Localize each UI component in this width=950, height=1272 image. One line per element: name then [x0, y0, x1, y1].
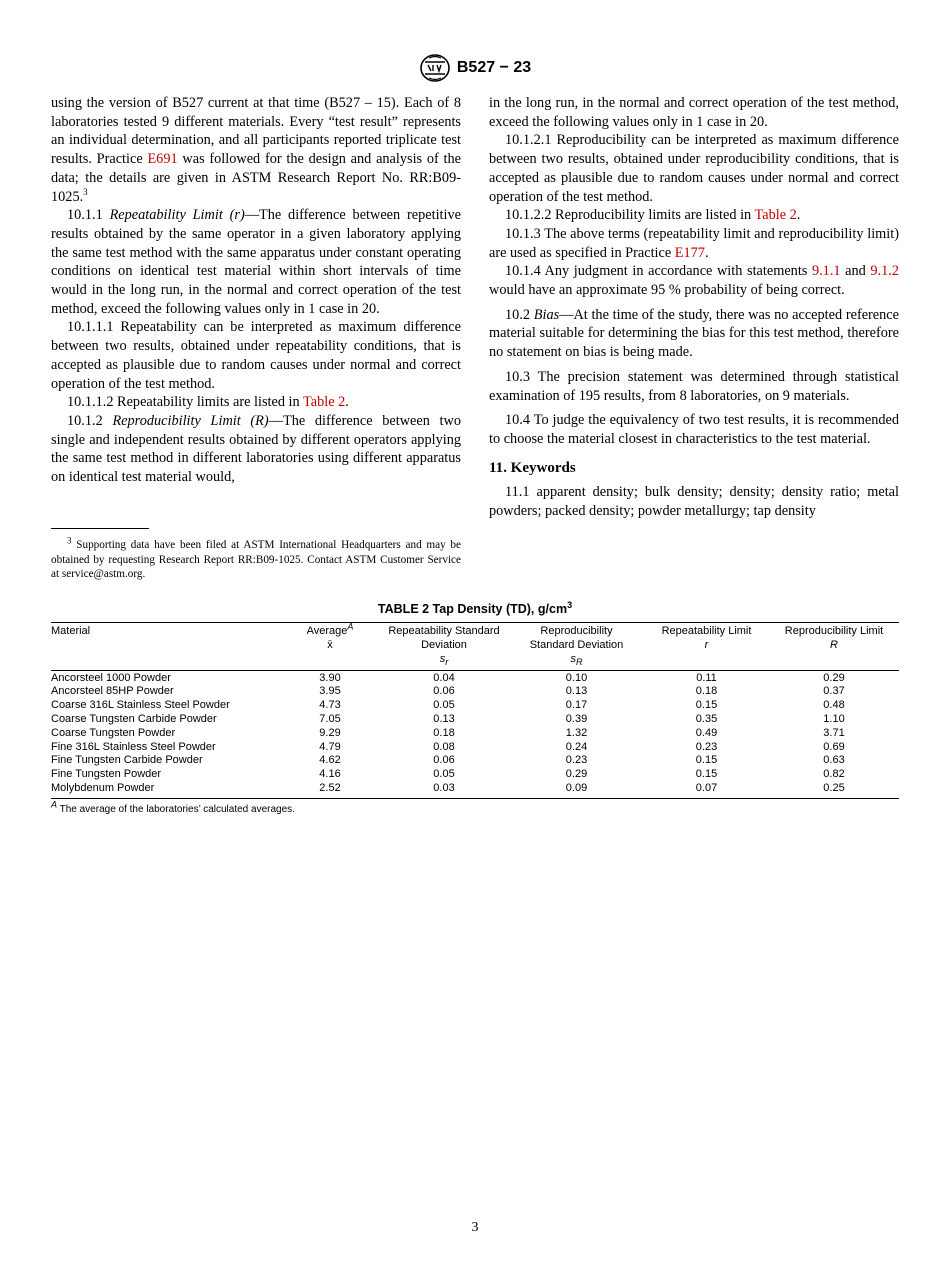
section-number: 10.1.1 — [67, 207, 110, 224]
value-cell: 0.37 — [823, 685, 845, 698]
value-cell: 0.05 — [433, 699, 455, 712]
table-row — [51, 782, 899, 798]
table-row — [51, 741, 899, 755]
material-cell: Fine Tungsten Carbide Powder — [51, 754, 203, 767]
header-reproducibility-sd: Reproducibility — [509, 623, 644, 639]
value-cell: 4.73 — [319, 699, 341, 712]
page-header — [0, 53, 950, 83]
value-cell: 0.15 — [695, 768, 718, 781]
value-cell: 0.25 — [769, 782, 899, 798]
value-cell: 0.07 — [644, 782, 769, 798]
table-row — [51, 768, 899, 782]
table-row — [51, 713, 899, 727]
table-header-row — [51, 639, 899, 653]
value-cell: 0.13 — [565, 685, 588, 698]
continuation-paragraph: in the long run, in the normal and correct operation of the test method, exceed the following values only in 1 case in 20. — [489, 95, 899, 130]
document-designation: B527 − 23 — [456, 59, 532, 76]
intro-text-rest: was followed for the design and analysis of the data; the details are given in ASTM Research Report No. RR:B09-1025. — [51, 151, 462, 205]
value-cell: 0.05 — [433, 768, 455, 781]
section-text: —The difference between repetitive results obtained by the same operator in a given laboratory applying the same test method with the same apparatus under constant operating conditions on identical test material within short intervals of time would in the long run, in the normal and correct operation of the test method, exceed the following values only in 1 case in 20. — [51, 207, 461, 317]
header-blank — [769, 653, 899, 670]
header-blank — [51, 653, 281, 670]
value-cell: 3.71 — [823, 726, 845, 739]
material-cell: Molybdenum Powder — [51, 782, 281, 798]
section-10-1-1-1: 10.1.1.1 Repeatability can be interpreted as maximum difference between two results, obtained under repeatability conditions, that is accepted as plausible due to random causes under normal and correct operation of the test method. — [51, 319, 461, 392]
header-average — [281, 623, 379, 639]
material-cell: Ancorsteel 85HP Powder — [51, 685, 174, 698]
material-cell: Coarse Tungsten Powder — [51, 726, 176, 739]
footnote-marker: 3 — [67, 535, 72, 546]
value-cell: 0.09 — [509, 782, 644, 798]
link-e691[interactable]: E691 — [147, 151, 178, 168]
value-cell: 0.04 — [433, 671, 455, 684]
table-footnote-text: The average of the laboratories’ calculated averages. — [57, 803, 295, 815]
value-cell: 4.79 — [319, 740, 341, 753]
header-blank — [281, 653, 379, 670]
value-cell: 0.06 — [433, 685, 455, 698]
symbol-sub-r: r — [445, 656, 449, 667]
value-cell: 0.39 — [565, 712, 588, 725]
value-cell: 0.29 — [823, 671, 845, 684]
footnote-text: Supporting data have been filed at ASTM International Headquarters and may be obtained by requesting Research Report RR:B09-1025. Contact ASTM Customer Service at service@astm.org. — [51, 539, 461, 581]
value-cell: 0.23 — [565, 754, 588, 767]
table-title-sup: 3 — [567, 599, 573, 610]
value-cell: 0.18 — [433, 726, 455, 739]
header-blank — [51, 639, 281, 653]
footnote-3 — [51, 535, 461, 582]
value-cell: 0.06 — [433, 754, 455, 767]
material-cell: Ancorsteel 1000 Powder — [51, 671, 171, 684]
tap-density-table — [51, 622, 899, 799]
value-cell: 0.18 — [695, 685, 718, 698]
symbol-sub-R: R — [575, 656, 583, 667]
symbol-s: s — [570, 652, 576, 665]
header-average-symbol: x̄ — [327, 638, 333, 651]
value-cell: 3.95 — [319, 685, 341, 698]
section-text: 10.1.2.2 Reproducibility limits are listed in — [505, 207, 755, 224]
link-9-1-1[interactable]: 9.1.1 — [811, 263, 841, 280]
page-number: 3 — [471, 1220, 479, 1235]
footnote-ref-3[interactable]: 3 — [83, 186, 88, 197]
value-cell: 0.82 — [823, 768, 845, 781]
header-blank — [644, 653, 769, 670]
value-cell: 0.03 — [379, 782, 509, 798]
section-10-4: 10.4 To judge the equivalency of two test results, it is recommended to choose the material closest in characteristics to the test material. — [489, 412, 899, 447]
header-repeatability-sd-symbol — [379, 653, 509, 670]
section-10-1-2-2: 10.1.2.2 Reproducibility limits are listed in Table 2. — [505, 207, 801, 224]
material-cell: Fine Tungsten Powder — [51, 768, 162, 781]
value-cell: 1.10 — [823, 712, 845, 725]
value-cell: 0.15 — [695, 754, 718, 767]
table-row — [51, 670, 899, 685]
table-footnote-marker: A — [51, 799, 58, 810]
section-10-1-4 — [489, 262, 899, 299]
section-10-2 — [489, 306, 899, 362]
link-e177[interactable]: E177 — [674, 244, 705, 261]
section-text: 10.1.3 The above terms (repeatability limit and reproducibility limit) are used as specified in Practice — [489, 225, 899, 261]
value-cell: 0.69 — [823, 740, 845, 753]
value-cell: 2.52 — [281, 782, 379, 798]
table-title-text: TABLE 2 Tap Density (TD), g/cm — [377, 602, 568, 616]
value-cell: 0.17 — [565, 699, 588, 712]
value-cell: 0.11 — [696, 671, 717, 684]
value-cell: 1.32 — [565, 726, 588, 739]
value-cell: 0.23 — [695, 740, 718, 753]
value-cell: 4.16 — [319, 768, 341, 781]
material-cell: Coarse 316L Stainless Steel Powder — [51, 699, 230, 712]
header-repeatability-limit-symbol: r — [704, 638, 709, 651]
header-reproducibility-limit-symbol: R — [830, 638, 838, 651]
table-row — [51, 699, 899, 713]
section-text: would have an approximate 95 % probability of being correct. — [489, 282, 845, 299]
left-column — [51, 94, 461, 487]
value-cell: 7.05 — [319, 712, 341, 725]
value-cell: 0.13 — [433, 712, 455, 725]
section-10-1-3: 10.1.3 The above terms (repeatability limit and reproducibility limit) are used as specified in Practice E177. — [489, 225, 899, 261]
value-cell: 3.90 — [319, 671, 341, 684]
astm-logo-icon — [419, 53, 451, 83]
section-text: 10.1.4 Any judgment in accordance with statements — [505, 263, 812, 280]
header-repeatability-sd: Repeatability Standard — [379, 623, 509, 639]
header-repeatability-sd-line2: Deviation — [421, 638, 467, 651]
link-table-2[interactable]: Table 2 — [754, 207, 797, 224]
value-cell: 0.10 — [565, 671, 588, 684]
section-text: —The difference between two single and independent results obtained by different operators applying the same test method in different laboratories using different apparatus on identical test material would, — [51, 412, 461, 486]
value-cell: 0.63 — [823, 754, 845, 767]
section-text: and — [840, 263, 871, 280]
value-cell: 0.24 — [565, 740, 588, 753]
section-text: —At the time of the study, there was no accepted reference material suitable for determining the bias for this test method, therefore no statement on bias is being made. — [489, 306, 899, 361]
section-10-3: 10.3 The precision statement was determined through statistical examination of 195 results, from 8 laboratories, on 9 materials. — [489, 368, 899, 404]
header-average-sup: A — [347, 621, 354, 632]
value-cell: 0.48 — [823, 699, 845, 712]
value-cell: 0.29 — [565, 768, 588, 781]
section-10-1-2-1: 10.1.2.1 Reproducibility can be interpreted as maximum difference between two results, obtained under reproducibility conditions, that is accepted as plausible due to random causes under normal and correct operation of the test method. — [489, 132, 899, 205]
value-cell: 0.49 — [695, 726, 718, 739]
section-10-1-1 — [51, 206, 461, 318]
table-row — [51, 685, 899, 699]
table-body — [51, 670, 899, 798]
intro-paragraph — [51, 94, 461, 206]
section-11-heading: 11. Keywords — [489, 459, 576, 476]
table-footnote — [51, 799, 899, 815]
value-cell: 9.29 — [319, 726, 341, 739]
value-cell: 0.15 — [695, 699, 718, 712]
section-number: 10.2 — [505, 306, 534, 323]
table-header-row — [51, 623, 899, 639]
header-average-label: Average — [306, 625, 348, 637]
table-2 — [51, 600, 899, 815]
material-cell: Fine 316L Stainless Steel Powder — [51, 740, 216, 753]
section-10-1-2 — [51, 412, 461, 487]
header-reproducibility-limit: Reproducibility Limit — [769, 623, 899, 639]
section-title: Reproducibility Limit (R) — [112, 412, 269, 429]
material-cell: Coarse Tungsten Carbide Powder — [51, 712, 217, 725]
header-repeatability-limit: Repeatability Limit — [644, 623, 769, 639]
link-table-2[interactable]: Table 2 — [303, 394, 346, 411]
header-reproducibility-sd-symbol — [509, 653, 644, 670]
value-cell: 0.35 — [695, 712, 718, 725]
value-cell: 0.08 — [433, 740, 455, 753]
symbol-s: s — [439, 652, 446, 665]
table-row — [51, 754, 899, 768]
table-row — [51, 727, 899, 741]
table-title — [51, 600, 899, 618]
footnote-divider — [51, 528, 149, 529]
header-material: Material — [51, 623, 281, 639]
header-reproducibility-sd-line2: Standard Deviation — [529, 638, 624, 651]
section-text: 10.1.1.2 Repeatability limits are listed in — [67, 394, 303, 411]
intro-text: using the version of B527 current at that time (B527 – 15). Each of 8 laboratories tested 9 different materials. Every “test result” represents an individual determination, and all participants reported triplicate test results. Practice — [51, 95, 461, 168]
right-column — [489, 94, 899, 521]
section-11-1: 11.1 apparent density; bulk density; density; density ratio; metal powders; packed density; powder metallurgy; tap density — [489, 484, 899, 520]
section-title: Bias — [533, 306, 560, 323]
section-title: Repeatability Limit (r) — [109, 207, 245, 224]
link-9-1-2[interactable]: 9.1.2 — [870, 263, 899, 280]
section-number: 10.1.2 — [67, 412, 113, 429]
value-cell: 4.62 — [319, 754, 341, 767]
table-header-row — [51, 653, 899, 670]
section-10-1-1-2: 10.1.1.2 Repeatability limits are listed in Table 2. — [67, 394, 349, 411]
